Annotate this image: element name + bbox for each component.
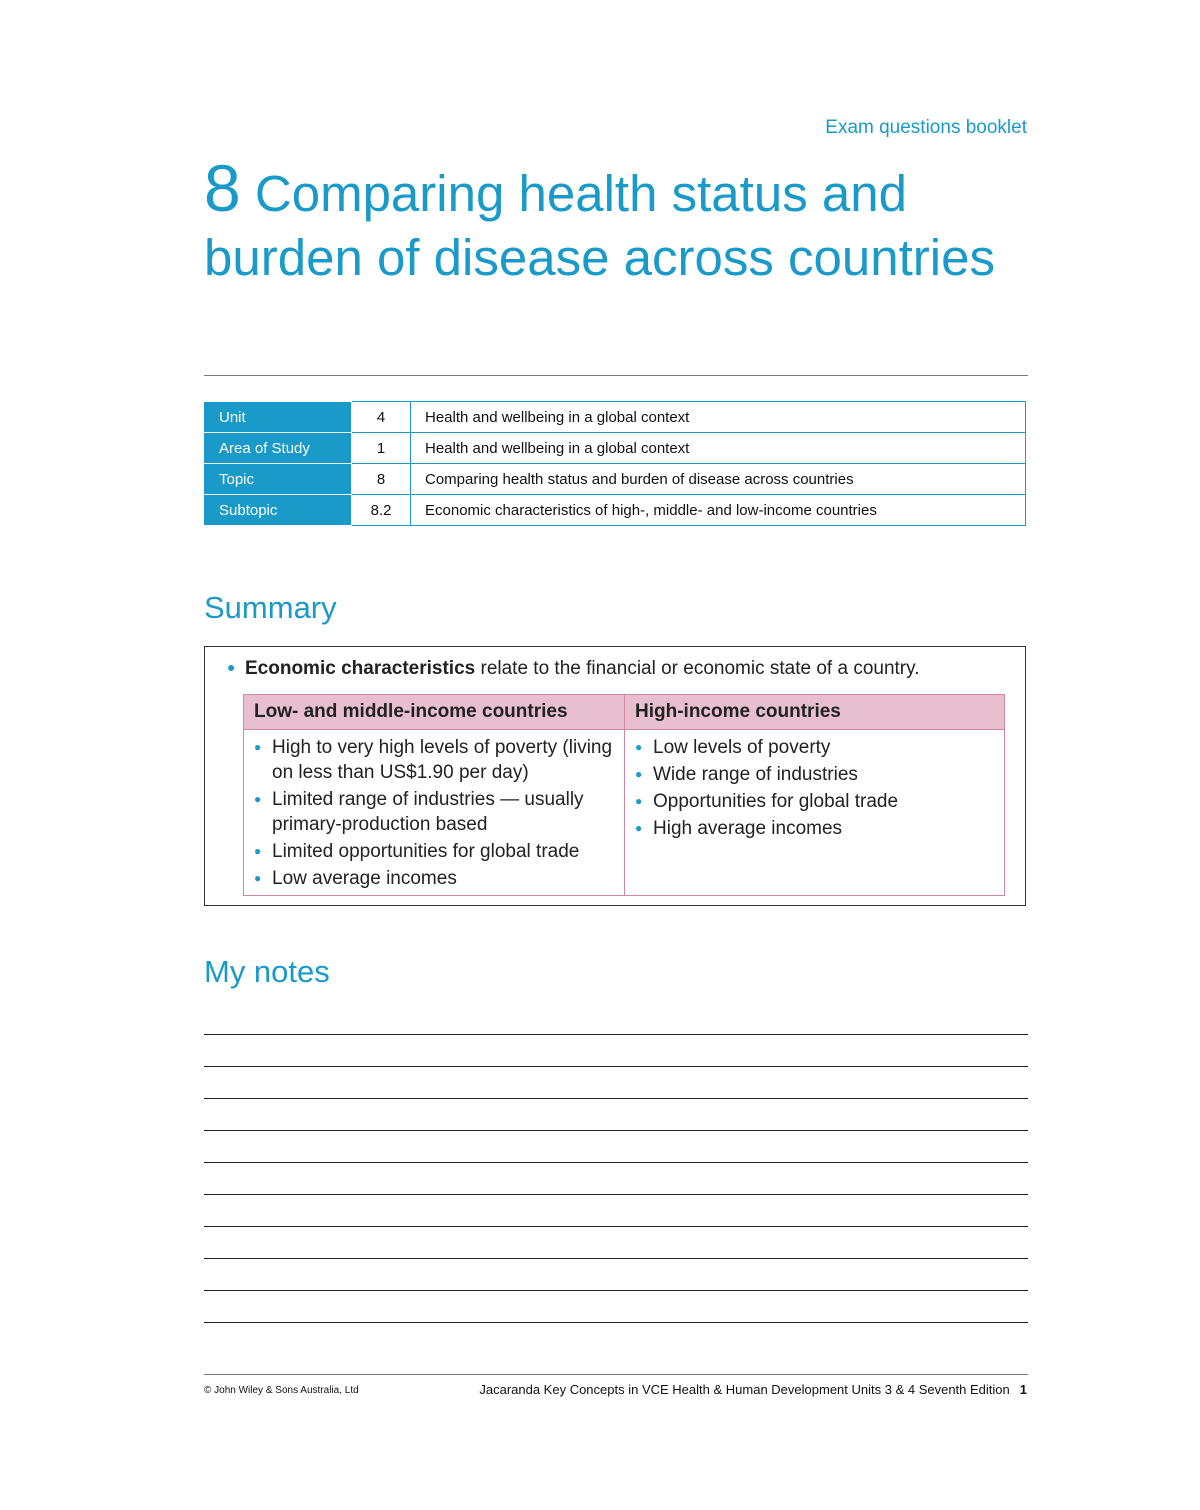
note-line[interactable]	[204, 1098, 1028, 1099]
notes-heading: My notes	[204, 954, 330, 989]
meta-description: Health and wellbeing in a global context	[411, 433, 1026, 464]
meta-row-area	[205, 433, 1026, 464]
list-item: ● Limited range of industries — usually primary-production based	[254, 787, 614, 837]
summary-box	[204, 646, 1026, 906]
meta-value: 8	[352, 464, 411, 495]
note-line[interactable]	[204, 1322, 1028, 1323]
column-heading-low-middle: Low- and middle-income countries	[244, 695, 625, 730]
list-item: ● Limited opportunities for global trade	[254, 839, 614, 864]
meta-value: 4	[352, 402, 411, 433]
title-divider	[204, 375, 1028, 376]
note-line[interactable]	[204, 1034, 1028, 1035]
intro-bold: Economic characteristics	[245, 658, 476, 679]
booklet-label: Exam questions booklet	[825, 117, 1027, 138]
meta-label: Unit	[205, 402, 352, 433]
list-item: ● Low levels of poverty	[635, 735, 994, 760]
meta-label: Subtopic	[205, 495, 352, 526]
low-middle-income-cell	[244, 730, 625, 896]
meta-table	[204, 401, 1026, 526]
meta-value: 1	[352, 433, 411, 464]
column-heading-high: High-income countries	[625, 695, 1005, 730]
summary-intro	[227, 658, 920, 680]
meta-row-unit	[205, 402, 1026, 433]
bullet-icon: ●	[227, 659, 236, 675]
summary-heading: Summary	[204, 590, 337, 625]
meta-row-subtopic	[205, 495, 1026, 526]
footer-copyright: © John Wiley & Sons Australia, Ltd	[204, 1385, 359, 1396]
economic-comparison-table	[243, 694, 1005, 896]
note-line[interactable]	[204, 1258, 1028, 1259]
list-item: ● High to very high levels of poverty (living on less than US$1.90 per day)	[254, 735, 614, 785]
note-line[interactable]	[204, 1226, 1028, 1227]
footer-divider	[204, 1374, 1028, 1375]
meta-value: 8.2	[352, 495, 411, 526]
footer-book-info	[479, 1382, 1027, 1397]
note-line[interactable]	[204, 1290, 1028, 1291]
footer-book-title: Jacaranda Key Concepts in VCE Health & Human Development Units 3 & 4 Seventh Edition	[479, 1382, 1010, 1397]
meta-label: Area of Study	[205, 433, 352, 464]
meta-label: Topic	[205, 464, 352, 495]
list-item: ● Wide range of industries	[635, 762, 994, 787]
meta-description: Comparing health status and burden of disease across countries	[411, 464, 1026, 495]
list-item: ● High average incomes	[635, 816, 994, 841]
page-number: 1	[1019, 1382, 1027, 1397]
list-item: ● Low average incomes	[254, 866, 614, 891]
list-item: ● Opportunities for global trade	[635, 789, 994, 814]
note-line[interactable]	[204, 1066, 1028, 1067]
note-line[interactable]	[204, 1130, 1028, 1131]
meta-description: Health and wellbeing in a global context	[411, 402, 1026, 433]
chapter-title	[204, 151, 1034, 290]
high-income-cell	[625, 730, 1005, 896]
chapter-number: 8	[204, 151, 241, 225]
note-line[interactable]	[204, 1162, 1028, 1163]
meta-row-topic	[205, 464, 1026, 495]
note-line[interactable]	[204, 1194, 1028, 1195]
chapter-title-text: Comparing health status and burden of disease across countries	[204, 165, 995, 286]
intro-rest: relate to the financial or economic state of a country.	[475, 658, 920, 679]
meta-description: Economic characteristics of high-, middle- and low-income countries	[411, 495, 1026, 526]
